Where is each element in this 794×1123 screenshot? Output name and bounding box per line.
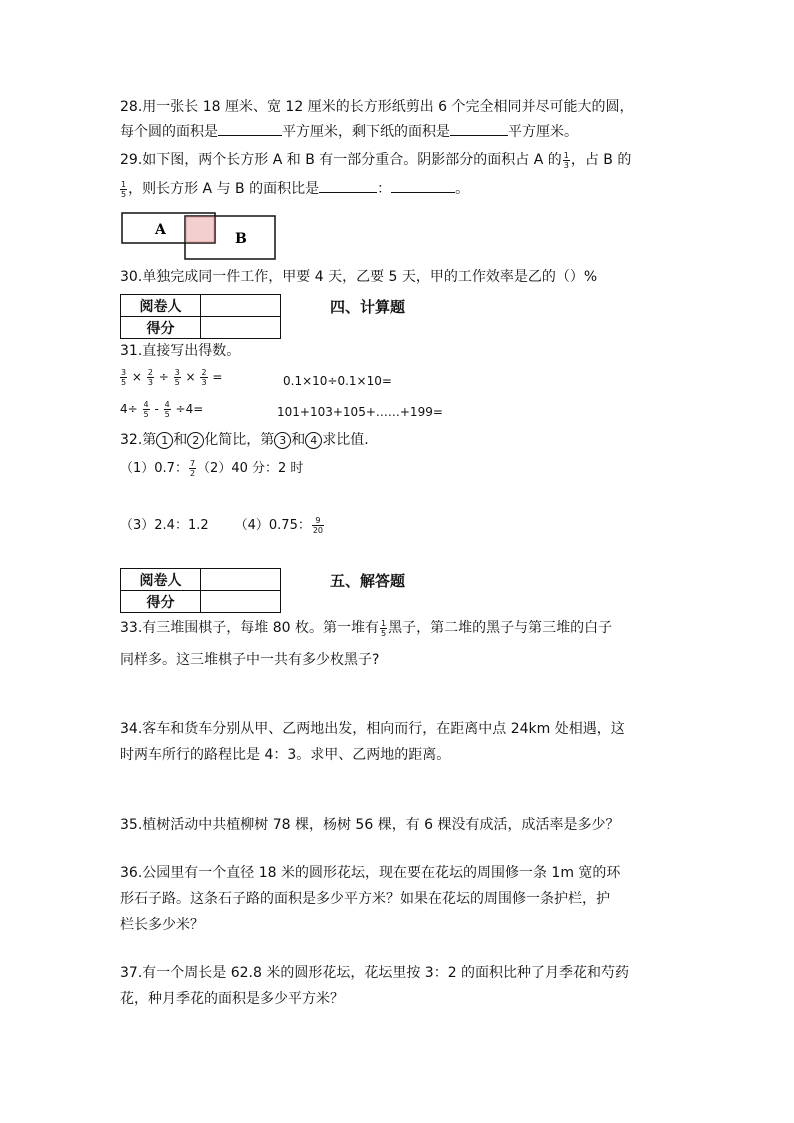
fraction-numerator: 1 — [380, 618, 387, 628]
q34-line1: 34.客车和货车分别从甲、乙两地出发，相向而行，在距离中点 24km 处相遇，这 — [120, 721, 625, 737]
q33-text-b: 黑子，第二堆的黑子与第三堆的白子 — [388, 620, 613, 636]
q29-fraction-2 — [120, 180, 127, 199]
expr-suffix: ÷4= — [175, 402, 204, 416]
q32-text-e: 求比值. — [322, 432, 369, 448]
fraction-numerator: 3 — [174, 368, 180, 377]
fraction-numerator: 3 — [121, 368, 127, 377]
fraction-denominator: 20 — [312, 526, 324, 535]
q28-text-c: 平方厘米。 — [508, 124, 578, 140]
fraction-denominator: 5 — [174, 378, 180, 387]
q31-expr-2: 0.1×10÷0.1×10= — [283, 374, 392, 388]
fraction-denominator: 5 — [143, 410, 149, 419]
operator: - — [154, 402, 159, 416]
fraction — [164, 400, 171, 419]
fraction-numerator: 1 — [563, 150, 569, 160]
grader-cell[interactable] — [201, 295, 281, 317]
q31-expr-1 — [120, 368, 222, 387]
q28-text-a: 每个圆的面积是 — [120, 124, 218, 140]
q36-line1: 36.公园里有一个直径 18 米的圆形花坛，现在要在花坛的周围修一条 1m 宽的环 — [120, 865, 621, 881]
section5-title: 五、解答题 — [330, 572, 406, 590]
q29-text-a: 29.如下图，两个长方形 A 和 B 有一部分重合。阴影部分的面积占 A 的 — [120, 152, 562, 168]
overlap-rectangles-diagram — [119, 210, 279, 262]
fraction-denominator: 3 — [201, 378, 207, 387]
q32-text-a: 32.第 — [120, 432, 157, 448]
label-a: A — [155, 222, 166, 238]
grader-label: 阅卷人 — [121, 569, 201, 591]
q28-text-b: 平方厘米，剩下纸的面积是 — [282, 124, 450, 140]
operator: × — [185, 370, 196, 384]
q31-expr-4: 101+103+105+……+199= — [277, 405, 443, 419]
q32-part-1: （1）0.7： — [120, 461, 188, 476]
grader-cell[interactable] — [201, 569, 281, 591]
q28-line2 — [120, 121, 578, 142]
q33-line1 — [120, 618, 612, 638]
q35-text: 35.植树活动中共植柳树 78 棵，杨树 56 棵，有 6 棵没有成活，成活率是多少？ — [120, 817, 620, 833]
q29-line2 — [120, 178, 469, 199]
shaded-overlap — [186, 217, 214, 242]
q33-text-a: 33.有三堆围棋子，每堆 80 枚。第一堆有 — [120, 620, 379, 636]
q36-line2: 形石子路。这条石子路的面积是多少平方米？如果在花坛的周围修一条护栏，护 — [120, 891, 610, 907]
score-label: 得分 — [121, 591, 201, 613]
expr-prefix: 4÷ — [120, 402, 138, 416]
q28-blank-2[interactable] — [450, 121, 508, 136]
operator: ÷ — [158, 370, 169, 384]
fraction — [120, 368, 127, 387]
fraction-numerator: 2 — [201, 368, 207, 377]
fraction-denominator: 3 — [147, 378, 153, 387]
fraction — [200, 368, 207, 387]
grader-label: 阅卷人 — [121, 295, 201, 317]
q31-title: 31.直接写出得数。 — [120, 343, 241, 359]
fraction — [143, 400, 150, 419]
fraction — [147, 368, 154, 387]
q28-blank-1[interactable] — [218, 121, 282, 136]
fraction-numerator: 7 — [189, 459, 196, 468]
fraction-denominator: 5 — [121, 189, 127, 199]
fraction-denominator: 5 — [380, 628, 387, 638]
q29-line1 — [120, 150, 631, 170]
q29-text-b: ，占 B 的 — [570, 152, 632, 168]
score-label: 得分 — [121, 317, 201, 339]
q31-expr-3 — [120, 400, 203, 419]
section4-score-table — [120, 294, 281, 339]
fraction — [174, 368, 181, 387]
q28-line1: 28.用一张长 18 厘米、宽 12 厘米的长方形纸剪出 6 个完全相同并尽可能大的圆， — [120, 99, 634, 115]
q29-fraction-1 — [563, 151, 570, 170]
circled-number-3: 3 — [274, 432, 291, 449]
fraction-denominator: 5 — [121, 378, 127, 387]
q29-period: 。 — [455, 181, 470, 197]
fraction-numerator: 4 — [164, 400, 170, 409]
q29-blank-1[interactable] — [319, 178, 377, 193]
fraction — [312, 516, 324, 535]
q32-text-b: 和 — [173, 432, 188, 448]
q37-line1: 37.有一个周长是 62.8 米的圆形花坛，花坛里按 3：2 的面积比种了月季花和芍药 — [120, 965, 630, 981]
q36-line3: 栏长多少米？ — [120, 917, 204, 933]
q32-parts-3-4 — [120, 516, 325, 536]
fraction — [380, 619, 387, 638]
q32-part-4: （4）0.75： — [234, 518, 311, 533]
q32-parts-1-2 — [120, 459, 303, 479]
operator: × — [131, 370, 142, 384]
label-b: B — [235, 231, 247, 247]
score-cell[interactable] — [201, 317, 281, 339]
fraction-numerator: 2 — [147, 368, 153, 377]
q32-part-3: （3）2.4：1.2 — [120, 518, 209, 533]
fraction — [189, 459, 196, 478]
q29-text-c: ，则长方形 A 与 B 的面积比是 — [128, 181, 320, 197]
circled-number-1: 1 — [156, 432, 173, 449]
q29-colon: ： — [377, 181, 392, 197]
q32-text-c: 化简比，第 — [204, 432, 275, 448]
q34-line2: 时两车所行的路程比是 4：3。求甲、乙两地的距离。 — [120, 747, 451, 763]
q32-title — [120, 430, 369, 450]
circled-number-4: 4 — [305, 432, 322, 449]
q32-text-d: 和 — [291, 432, 306, 448]
fraction-denominator: 3 — [563, 160, 569, 170]
section4-title: 四、计算题 — [330, 298, 406, 316]
q30-text: 30.单独完成同一件工作，甲要 4 天，乙要 5 天，甲的工作效率是乙的（）% — [120, 269, 598, 285]
section5-score-table — [120, 568, 281, 613]
fraction-numerator: 1 — [121, 179, 127, 189]
score-cell[interactable] — [201, 591, 281, 613]
circled-number-2: 2 — [187, 432, 204, 449]
fraction-numerator: 9 — [312, 516, 324, 526]
q33-line2: 同样多。这三堆棋子中一共有多少枚黑子? — [120, 652, 380, 668]
equals: = — [212, 370, 223, 384]
q37-line2: 花，种月季花的面积是多少平方米？ — [120, 991, 344, 1007]
fraction-denominator: 5 — [164, 410, 170, 419]
fraction-denominator: 2 — [189, 469, 196, 478]
fraction-numerator: 4 — [143, 400, 149, 409]
q29-blank-2[interactable] — [391, 178, 455, 193]
q32-part-2: （2）40 分：2 时 — [197, 461, 304, 476]
